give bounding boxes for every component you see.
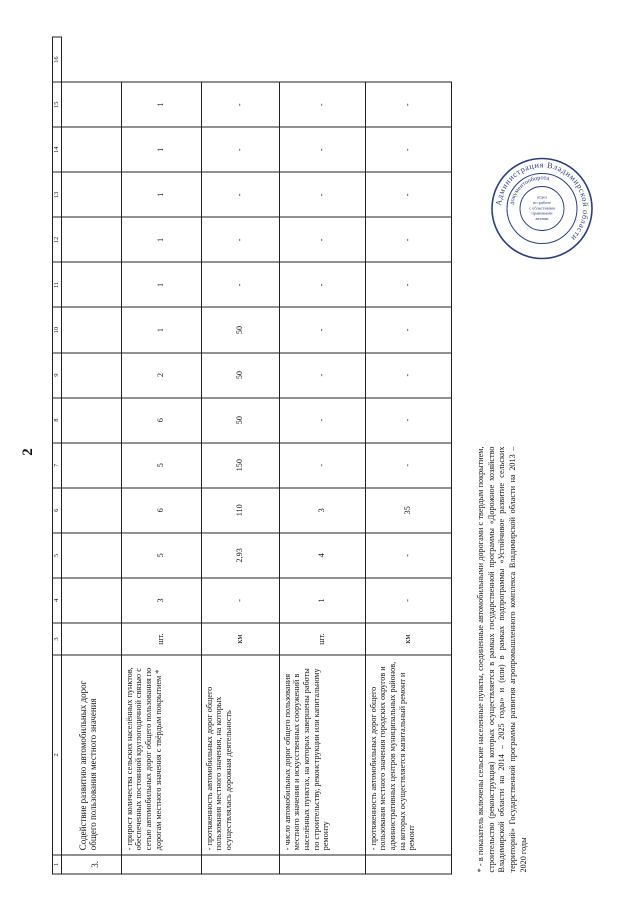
value-cell: - [201, 82, 279, 127]
value-cell: - [279, 443, 365, 488]
row-number [121, 855, 201, 874]
header-cell: 8 [53, 398, 62, 443]
header-cell: 13 [53, 172, 62, 217]
value-cell: - [279, 82, 365, 127]
value-cell: 110 [201, 488, 279, 533]
value-cell: 6 [121, 488, 201, 533]
row-number [201, 855, 279, 874]
table-header-row [53, 37, 62, 874]
value-cell: - [279, 172, 365, 217]
table-row [61, 37, 121, 874]
unit-cell [61, 623, 121, 655]
page-number: 2 [20, 448, 36, 456]
footnote: * - в показатель включены сельские населенные пункты, соединенные автомобильными дорогами с твердым покрытием, строительство (реконструкция) которых осуществляется в рамках государственной программы «Дорожное хозяйство Владимирской области на 2014 – 2025 годы» и (или) в рамках подпрограммы «Устойчивое развитие сельских территорий» Государственной программы развития агропромышленного комплекса Владимирской области на 2013 – 2020 годы [476, 446, 528, 873]
value-cell [61, 82, 121, 127]
value-cell: - [279, 262, 365, 307]
svg-text:документооборота: документооборота [508, 174, 550, 206]
value-cell [61, 353, 121, 398]
value-cell [61, 398, 121, 443]
header-cell: 2 [53, 655, 62, 855]
value-cell: 1 [121, 262, 201, 307]
value-cell: 6 [121, 398, 201, 443]
value-cell: - [365, 172, 451, 217]
value-cell: - [201, 262, 279, 307]
value-cell: - [279, 127, 365, 172]
header-cell: 15 [53, 82, 62, 127]
header-cell: 5 [53, 533, 62, 578]
value-cell [61, 488, 121, 533]
value-cell [61, 443, 121, 488]
value-cell: 2,93 [201, 533, 279, 578]
value-cell [61, 262, 121, 307]
header-cell: 12 [53, 217, 62, 262]
header-cell: 9 [53, 353, 62, 398]
table-row [365, 37, 451, 874]
value-cell: - [365, 82, 451, 127]
value-cell: - [365, 353, 451, 398]
value-cell: - [201, 172, 279, 217]
value-cell [61, 307, 121, 352]
value-cell: - [279, 307, 365, 352]
svg-text:отделпо работес областнымиправ: отдел по работе с областными правовыми актами [529, 194, 555, 222]
indicator-description: Содействие развитию автомобильных дорог общего пользования местного значения [61, 655, 121, 855]
value-cell: 1 [121, 307, 201, 352]
value-cell [61, 578, 121, 623]
value-cell: 1 [121, 82, 201, 127]
indicator-description: - протяженность автомобильных дорог общего пользования местного значения городских округов и административных центров муниципальных районов, на которых осуществляется капитальный ремонт и ремонт [365, 655, 451, 855]
unit-cell: км [201, 623, 279, 655]
seal-graphics [492, 159, 592, 259]
value-cell: - [365, 533, 451, 578]
value-cell: 1 [121, 217, 201, 262]
header-cell: 6 [53, 488, 62, 533]
header-cell: 16 [53, 37, 62, 82]
indicator-description: - прирост количества сельских населённых пунктов, обеспеченных постоянной круглогодичной связью с сетью автомобильных дорог общего пользования по дорогам местного значения с твёрдым покрытием * [121, 655, 201, 855]
value-cell: 1 [279, 578, 365, 623]
table-row [121, 37, 201, 874]
document-page [20, 26, 620, 879]
value-cell: 3 [121, 578, 201, 623]
value-cell: 1 [121, 127, 201, 172]
value-cell: 50 [201, 353, 279, 398]
value-cell: 5 [121, 533, 201, 578]
value-cell: - [365, 217, 451, 262]
unit-cell: шт. [121, 623, 201, 655]
value-cell: 4 [279, 533, 365, 578]
value-cell: 1 [121, 172, 201, 217]
table-row [201, 37, 279, 874]
value-cell: 50 [201, 398, 279, 443]
value-cell: 2 [121, 353, 201, 398]
header-cell: 1 [53, 855, 62, 874]
value-cell: - [279, 217, 365, 262]
value-cell [61, 127, 121, 172]
value-cell: - [201, 217, 279, 262]
unit-cell: км [365, 623, 451, 655]
value-cell [61, 217, 121, 262]
header-cell: 4 [53, 578, 62, 623]
value-cell: - [365, 307, 451, 352]
header-cell: 7 [53, 443, 62, 488]
value-cell: - [279, 353, 365, 398]
header-cell: 14 [53, 127, 62, 172]
value-cell: 35 [365, 488, 451, 533]
value-cell: - [201, 578, 279, 623]
row-number [279, 855, 365, 874]
header-cell: 3 [53, 623, 62, 655]
row-number [365, 855, 451, 874]
official-seal-stamp [490, 157, 594, 261]
value-cell: - [365, 127, 451, 172]
value-cell [61, 172, 121, 217]
value-cell [61, 533, 121, 578]
svg-text:Администрация Владимирской обл: Администрация Владимирской области [494, 160, 591, 243]
value-cell: - [365, 398, 451, 443]
indicator-description: - число автомобильных дорог общего пользования местного значения и искусственных сооружений в населённых пунктах, на которых завершены работы по строительству, реконструкции или капитальному ремонту [279, 655, 365, 855]
header-cell: 11 [53, 262, 62, 307]
header-cell: 10 [53, 307, 62, 352]
value-cell: - [365, 578, 451, 623]
table-row [279, 37, 365, 874]
value-cell: 50 [201, 307, 279, 352]
unit-cell: шт. [279, 623, 365, 655]
value-cell: - [365, 262, 451, 307]
value-cell: - [201, 127, 279, 172]
value-cell: - [365, 443, 451, 488]
indicator-description: - протяженность автомобильных дорог общего пользования местного значения, на которых осуществлялась дорожная деятельность [201, 655, 279, 855]
value-cell: 150 [201, 443, 279, 488]
row-number: 3. [61, 855, 121, 874]
indicators-table [52, 37, 452, 875]
value-cell: - [279, 398, 365, 443]
value-cell: 3 [279, 488, 365, 533]
value-cell: 5 [121, 443, 201, 488]
